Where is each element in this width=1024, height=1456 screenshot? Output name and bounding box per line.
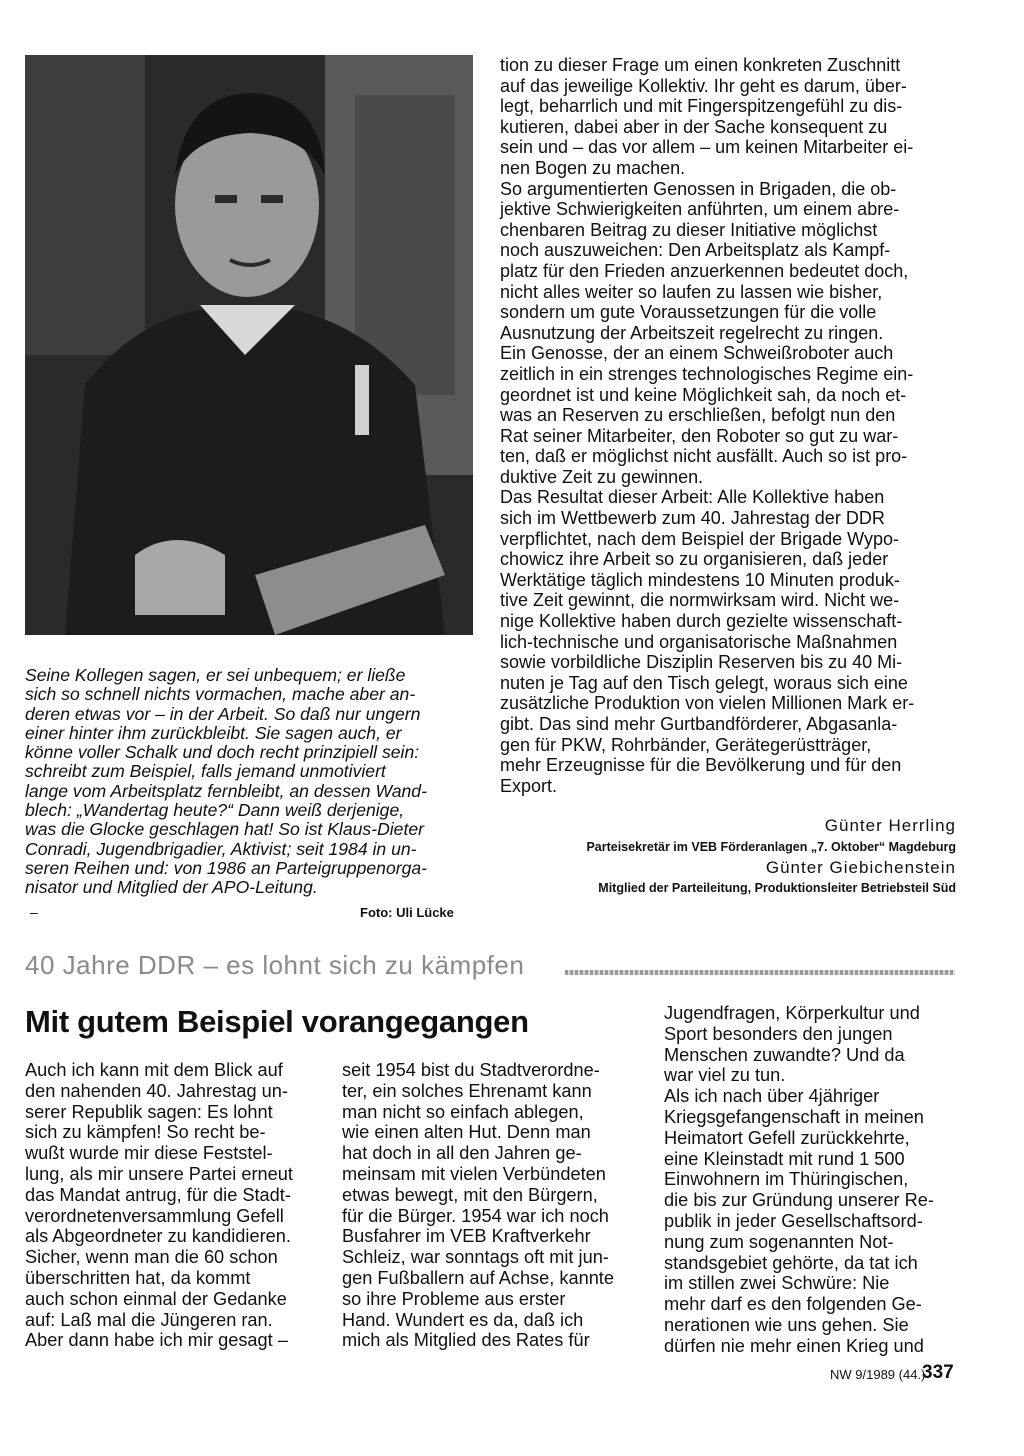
portrait-illustration	[25, 55, 473, 635]
text-line: dürfen nie mehr einen Krieg und	[664, 1335, 924, 1356]
text-line: etwas bewegt, mit den Bürgern,	[342, 1184, 598, 1205]
text-line: sondern um gute Voraussetzungen für die volle	[500, 302, 877, 323]
text-line: Als ich nach über 4jähriger	[664, 1086, 880, 1107]
text-line: Sport besonders den jungen	[664, 1023, 893, 1044]
text-line: geordnet ist und keine Möglichkeit sah, da noch et-	[500, 384, 907, 405]
caption-dash: –	[30, 904, 38, 920]
text-line: mehr darf es den folgenden Ge-	[664, 1294, 922, 1315]
text-line: war viel zu tun.	[664, 1065, 786, 1086]
text-line: Heimatort Gefell zurückkehrte,	[664, 1127, 910, 1148]
text-line: nung zum sogenannten Not-	[664, 1231, 894, 1252]
text-line: tive Zeit gewinnt, die normwirksam wird. Nicht we-	[500, 590, 900, 611]
text-line: nuten je Tag auf den Tisch gelegt, woraus sich eine	[500, 672, 908, 693]
text-line: noch auszuweichen: Den Arbeitsplatz als Kampf-	[500, 240, 891, 261]
text-line: Auch ich kann mit dem Blick auf	[25, 1060, 283, 1080]
text-line: Sicher, wenn man die 60 schon	[25, 1247, 278, 1268]
text-line: nige Kollektive haben durch gezielte wissenschaft-	[500, 611, 903, 632]
text-line: sowie vorbildliche Disziplin Reserven bis zu 40 Mi-	[500, 652, 903, 673]
text-line: man nicht so einfach ablegen,	[342, 1101, 584, 1122]
text-line: chenbaren Beitrag zu dieser Initiative möglichst	[500, 219, 878, 240]
text-line: auf: Laß mal die Jüngeren ran.	[25, 1309, 273, 1330]
text-line: Einwohnern im Thüringischen,	[664, 1169, 909, 1190]
photo-caption	[25, 666, 473, 898]
text-line: Werktätige täglich mindestens 10 Minuten produk-	[500, 569, 900, 590]
text-line: sich zu kämpfen! So recht be-	[25, 1122, 266, 1143]
right-column-text	[500, 55, 956, 899]
photo-credit: Foto: Uli Lücke	[360, 905, 454, 920]
text-line: Menschen zuwandte? Und da	[664, 1044, 905, 1065]
text-line: gibt. Das sind mehr Gurtbandförderer, Abgasanla-	[500, 714, 898, 734]
signature-name: Günter Giebichenstein	[765, 857, 956, 877]
text-line: hat doch in all den Jahren ge-	[342, 1143, 582, 1164]
text-line: publik in jeder Gesellschaftsord-	[664, 1210, 923, 1231]
caption-line: deren etwas vor – in der Arbeit. So daß nur ungern	[25, 703, 421, 724]
text-line: nen Bogen zu machen.	[500, 157, 686, 178]
caption-line: sich so schnell nichts vormachen, mache aber an-	[25, 684, 416, 705]
text-line: mehr Erzeugnisse für die Bevölkerung und für den	[500, 755, 902, 776]
series-rule	[565, 970, 955, 975]
text-line: auch schon einmal der Gedanke	[25, 1288, 287, 1309]
text-line: legt, beharrlich und mit Fingerspitzengefühl zu dis-	[500, 96, 903, 117]
text-line: im stillen zwei Schwüre: Nie	[664, 1273, 890, 1294]
text-line: Schleiz, war sonntags oft mit jun-	[342, 1247, 609, 1268]
article-column-1	[25, 1060, 323, 1351]
text-line: als Abgeordneter zu kandidieren.	[25, 1226, 291, 1247]
text-line: tion zu dieser Frage um einen konkreten Zuschnitt	[500, 55, 901, 75]
text-line: die bis zur Gründung unserer Re-	[664, 1190, 934, 1211]
issue-folio: NW 9/1989 (44.)	[830, 1367, 926, 1382]
text-line: Aber dann habe ich mir gesagt –	[25, 1330, 288, 1351]
text-line: duktive Zeit zu gewinnen.	[500, 466, 704, 487]
text-line: platz für den Frieden anzuerkennen bedeutet doch,	[500, 260, 909, 281]
text-line: eine Kleinstadt mit rund 1 500	[664, 1148, 905, 1169]
text-line: mich als Mitglied des Rates für	[342, 1330, 590, 1351]
text-line: verpflichtet, nach dem Beispiel der Brigade Wypo-	[500, 528, 900, 549]
text-line: Hand. Wundert es da, daß ich	[342, 1309, 584, 1330]
caption-line: schreibt zum Beispiel, falls jemand unmotiviert	[25, 761, 386, 782]
text-line: gen für PKW, Rohrbänder, Gerätegerüstträger,	[500, 734, 872, 755]
text-line: So argumentierten Genossen in Brigaden, die ob-	[500, 178, 897, 199]
text-line: meinsam mit vielen Verbündeten	[342, 1163, 606, 1184]
text-line: ten, daß er möglichst nicht ausfällt. Auch so ist pro-	[500, 446, 908, 467]
text-line: zeitlich in ein strenges technologisches Regime ein-	[500, 363, 914, 384]
text-line: so ihre Probleme aus erster	[342, 1288, 566, 1309]
article-column-2	[342, 1060, 637, 1351]
caption-line: Seine Kollegen sagen, er sei unbequem; er ließe	[25, 665, 406, 685]
text-line: standsgebiet gehörte, da tat ich	[664, 1252, 918, 1273]
text-line: Export.	[500, 775, 558, 796]
text-line: lung, als mir unsere Partei erneut	[25, 1163, 293, 1184]
caption-line: einer hinter ihm zurückbleibt. Sie sagen auch, er	[25, 722, 402, 743]
text-line: für die Bürger. 1954 war ich noch	[342, 1205, 609, 1226]
text-line: serer Republik sagen: Es lohnt	[25, 1101, 273, 1122]
caption-line: blech: „Wandertag heute?“ Dann weiß derjenige,	[25, 800, 405, 821]
text-line: kutieren, dabei aber in der Sache konsequent zu	[500, 116, 888, 137]
text-line: ter, ein solches Ehrenamt kann	[342, 1080, 592, 1101]
text-line: wußt wurde mir diese Feststel-	[25, 1143, 273, 1164]
text-line: sich im Wettbewerb zum 40. Jahrestag der DDR	[500, 508, 885, 529]
text-line: lich-technische und organisatorische Maßnahmen	[500, 631, 898, 652]
article-column-3	[664, 1003, 956, 1357]
portrait-photo	[25, 55, 473, 635]
text-line: Ausnutzung der Arbeitszeit regelrecht zu ringen.	[500, 322, 884, 343]
text-line: Ein Genosse, der an einem Schweißroboter auch	[500, 343, 894, 364]
text-line: das Mandat antrug, für die Stadt-	[25, 1184, 291, 1205]
text-line: den nahenden 40. Jahrestag un-	[25, 1080, 288, 1101]
text-line: gen Fußballern auf Achse, kannte	[342, 1267, 614, 1288]
caption-line: könne voller Schalk und doch recht prinzipiell sein:	[25, 742, 420, 763]
text-line: Busfahrer im VEB Kraftverkehr	[342, 1226, 591, 1247]
text-line: Rat seiner Mitarbeiter, den Roboter so gut zu war-	[500, 425, 899, 446]
text-line: sein und – das vor allem – um keinen Mitarbeiter ei-	[500, 137, 914, 158]
text-line: verordnetenversammlung Gefell	[25, 1205, 284, 1226]
signature-role: Parteisekretär im VEB Förderanlagen „7. Oktober“ Magdeburg	[586, 839, 956, 854]
signature-name: Günter Herrling	[824, 816, 956, 836]
article-headline: Mit gutem Beispiel vorangegangen	[25, 1004, 529, 1039]
text-line: chowicz ihre Arbeit so zu organisieren, daß jeder	[500, 549, 889, 570]
series-title: 40 Jahre DDR – es lohnt sich zu kämpfen	[25, 950, 525, 980]
caption-line: lange vom Arbeitsplatz fernbleibt, an dessen Wand-	[25, 780, 427, 801]
text-line: wie einen alten Hut. Denn man	[342, 1122, 591, 1143]
text-line: nerationen wie uns gehen. Sie	[664, 1314, 909, 1335]
text-line: zusätzliche Produktion von vielen Millionen Mark er-	[500, 693, 915, 714]
text-line: auf das jeweilige Kollektiv. Ihr geht es darum, über-	[500, 75, 907, 96]
signature-role: Mitglied der Parteileitung, Produktionsleiter Betriebsteil Süd	[598, 881, 956, 896]
caption-line: seren Reihen und: von 1986 an Parteigruppenorga-	[25, 857, 428, 878]
text-line: nicht alles weiter so laufen zu lassen wie bisher,	[500, 281, 883, 302]
text-line: überschritten hat, da kommt	[25, 1267, 251, 1288]
caption-line: Conradi, Jugendbrigadier, Aktivist; seit 1984 in un-	[25, 838, 417, 859]
text-line: Das Resultat dieser Arbeit: Alle Kollektive haben	[500, 487, 885, 508]
text-line: jektive Schwierigkeiten anführten, um einem abre-	[500, 199, 900, 220]
page-number: 337	[922, 1362, 954, 1383]
text-line: Kriegsgefangenschaft in meinen	[664, 1106, 924, 1127]
text-line: was an Reserven zu erschließen, befolgt nun den	[500, 405, 896, 426]
caption-line: nisator und Mitglied der APO-Leitung.	[25, 877, 318, 898]
text-line: seit 1954 bist du Stadtverordne-	[342, 1060, 600, 1080]
caption-line: was die Glocke geschlagen hat! So ist Klaus-Dieter	[25, 819, 424, 840]
text-line: Jugendfragen, Körperkultur und	[664, 1003, 920, 1023]
